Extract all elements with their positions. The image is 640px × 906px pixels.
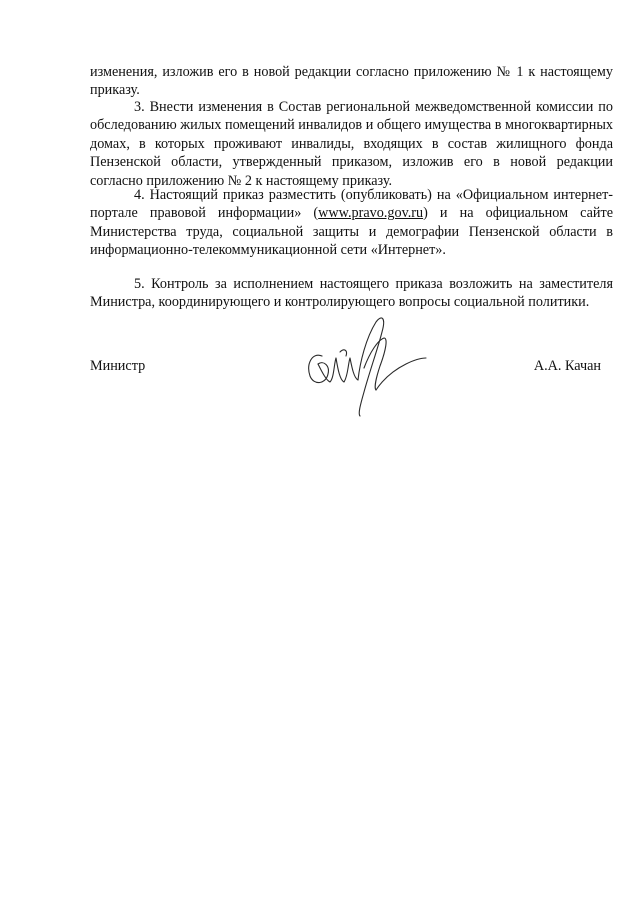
paragraph-5: [90, 275, 613, 312]
signature-icon: [300, 308, 430, 418]
paragraph-4-text-start: 4. Настоящий приказ разместить (опубликовать) на «Официальном интернет-портале правовой информации» (: [90, 187, 613, 222]
paragraph-4-text-end: ) и на официальном сайте Министерства труда, социальной защиты и демографии Пензенской области в информационно-телекоммуникационной сети «Интернет».: [90, 205, 614, 259]
paragraph-3: [90, 98, 613, 190]
paragraph-4-text: [90, 186, 613, 260]
signer-name: А.А. Качан: [533, 358, 601, 374]
pravo-link[interactable]: www.pravo.gov.ru: [318, 205, 424, 222]
paragraph-continuation-text: изменения, изложив его в новой редакции согласно приложению № 1 к настоящему приказу.: [90, 64, 613, 99]
paragraph-4: [90, 186, 613, 260]
signer-title: Министр: [90, 358, 146, 374]
paragraph-continuation: [90, 63, 613, 100]
paragraph-3-text: 3. Внести изменения в Состав региональной межведомственной комиссии по обследованию жилых помещений инвалидов и общего имущества в многоквартирных домах, в которых проживают инвалиды, входящих в состав жилищного фонда Пензенской области, утвержденный приказом, изложив его в новой редакции согласно приложению № 2 к настоящему приказу.: [90, 99, 613, 189]
paragraph-5-text: 5. Контроль за исполнением настоящего приказа возложить на заместителя Министра, координирующего и контролирующего вопросы социальной политики.: [90, 276, 613, 311]
